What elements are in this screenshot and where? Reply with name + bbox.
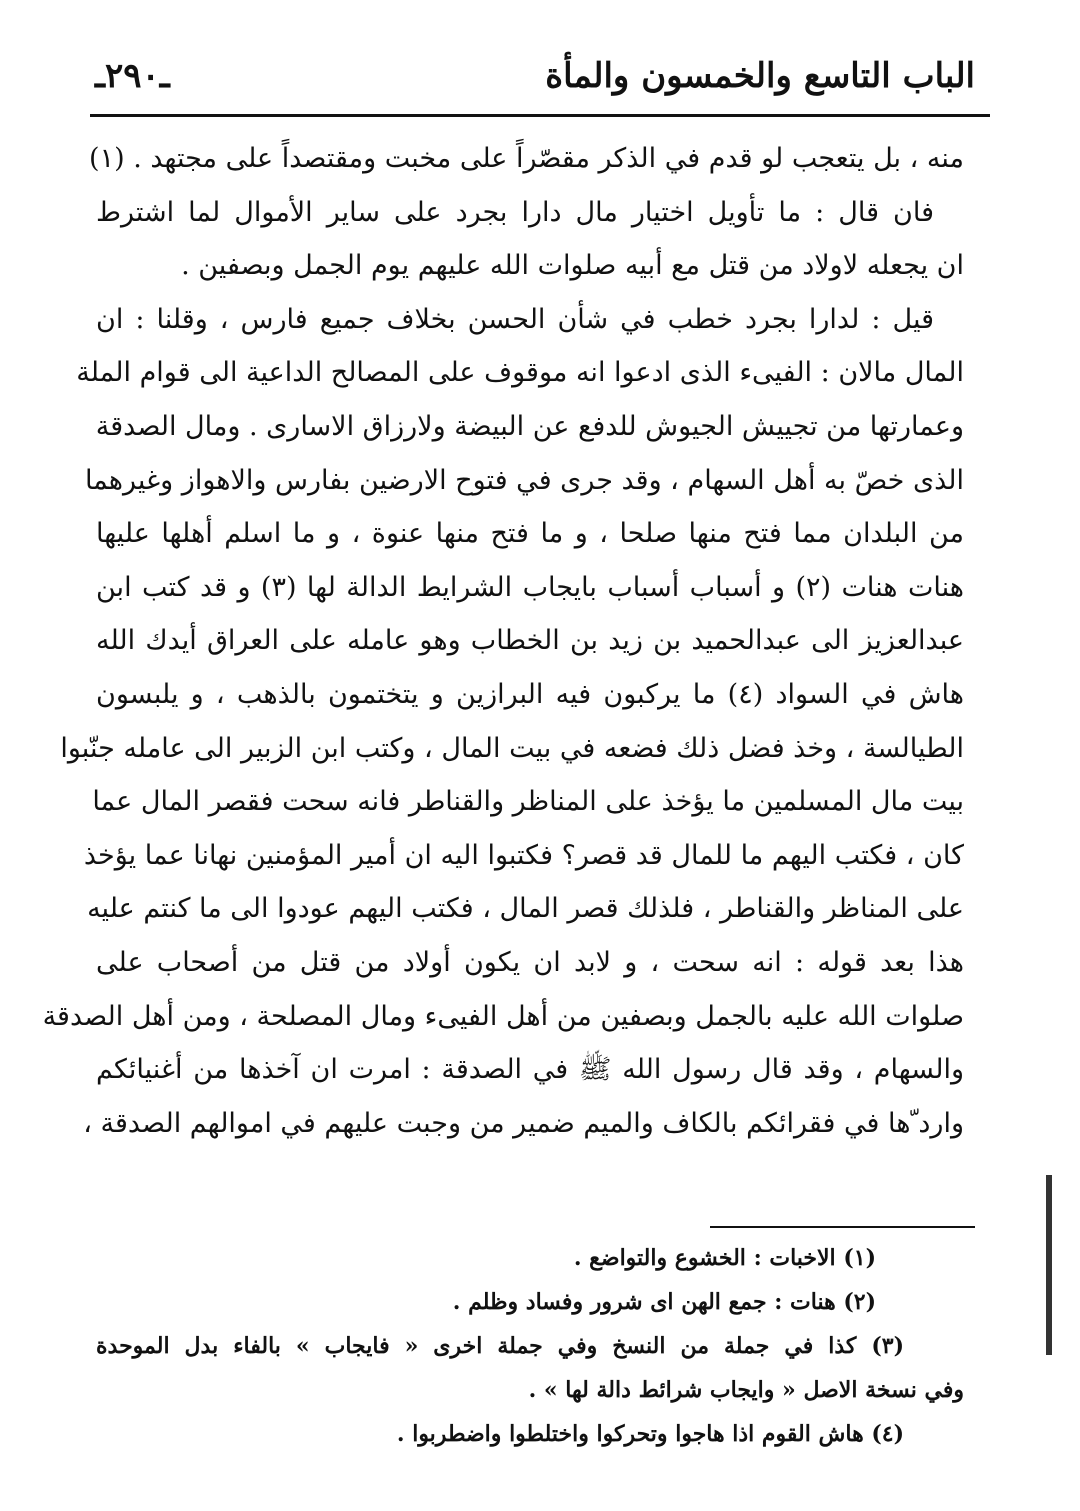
footnote: (٢) هنات : جمع الهن اى شرور وفساد وظلم . xyxy=(452,1289,876,1315)
text-line: فان قال : ما تأويل اختيار مال دارا بجرد على ساير الأموال لما اشترط xyxy=(96,196,934,228)
text-line: عبدالعزيز الى عبدالحميد بن زيد بن الخطاب وهو عامله على العراق أيدك الله xyxy=(96,625,964,657)
footnotes xyxy=(96,1236,964,1456)
text-line: هنات هنات (٢) و أسباب أسباب بايجاب الشرايط الدالة لها (٣) و قد كتب ابن xyxy=(96,571,964,603)
text-line: كان ، فكتب اليهم ما للمال قد قصر؟ فكتبوا اليه ان أمير المؤمنين نهانا عما يؤخذ xyxy=(83,839,964,871)
footnote-continuation: وفي نسخة الاصل « وايجاب شرائط دالة لها » . xyxy=(528,1377,964,1403)
text-line: قيل : لدارا بجرد خطب في شأن الحسن بخلاف جميع فارس ، وقلنا : ان xyxy=(96,303,934,335)
text-line: المال مالان : الفيىء الذى ادعوا انه موقوف على المصالح الداعية الى قوام الملة xyxy=(76,357,964,389)
footnote: (٣) كذا في جملة من النسخ وفي جملة اخرى « فايجاب » بالفاء بدل الموحدة xyxy=(96,1333,904,1359)
footnote: (١) الاخبات : الخشوع والتواضع . xyxy=(573,1245,876,1271)
page-number: ـ٢٩٠ـ xyxy=(95,56,170,96)
header-divider xyxy=(90,114,990,117)
text-line: بيت مال المسلمين ما يؤخذ على المناظر والقناطر فانه سحت فقصر المال عما xyxy=(92,786,964,818)
text-line: الذى خصّ به أهل السهام ، وقد جرى في فتوح الارضين بفارس والاهواز وغيرهما xyxy=(84,464,964,496)
text-line: صلوات الله عليه بالجمل وبصفين من أهل الفيىء ومال المصلحة ، ومن أهل الصدقة xyxy=(42,1000,964,1032)
text-line: على المناظر والقناطر ، فلذلك قصر المال ، فكتب اليهم عودوا الى ما كنتم عليه xyxy=(87,893,964,925)
text-line: هذا بعد قوله : انه سحت ، و لابد ان يكون أولاد من قتل من أصحاب على xyxy=(96,946,964,978)
page-edge-shadow xyxy=(1046,1175,1052,1355)
footnote-divider xyxy=(710,1226,975,1228)
text-line: هاش في السواد (٤) ما يركبون فيه البرازين و يتختمون بالذهب ، و يلبسون xyxy=(96,678,965,710)
text-line: والسهام ، وقد قال رسول الله ﷺ في الصدقة : امرت ان آخذها من أغنيائكم xyxy=(96,1054,964,1086)
text-line: الطيالسة ، وخذ فضل ذلك فضعه في بيت المال ، وكتب ابن الزبير الى عامله جنّبوا xyxy=(60,732,964,764)
text-line: وارد ّها في فقرائكم بالكاف والميم ضمير من وجبت عليهم في اموالهم الصدقة ، xyxy=(83,1107,964,1139)
footnote: (٤) هاش القوم اذا هاجوا وتحركوا واختلطوا واضطربوا . xyxy=(396,1421,904,1447)
text-line: من البلدان مما فتح منها صلحا ، و ما فتح منها عنوة ، و ما اسلم أهلها عليها xyxy=(96,518,964,550)
text-line: وعمارتها من تجييش الجيوش للدفع عن البيضة ولارزاق الاسارى . ومال الصدقة xyxy=(95,410,964,442)
chapter-title: الباب التاسع والخمسون والمأة xyxy=(545,56,975,96)
running-header xyxy=(95,48,975,104)
text-line: منه ، بل يتعجب لو قدم في الذكر مقصّراً على مخبت ومقتصداً على مجتهد . (١) xyxy=(89,143,964,174)
main-text xyxy=(42,132,965,1150)
text-line: ان يجعله لاولاد من قتل مع أبيه صلوات الله عليهم يوم الجمل وبصفين . xyxy=(181,250,964,282)
